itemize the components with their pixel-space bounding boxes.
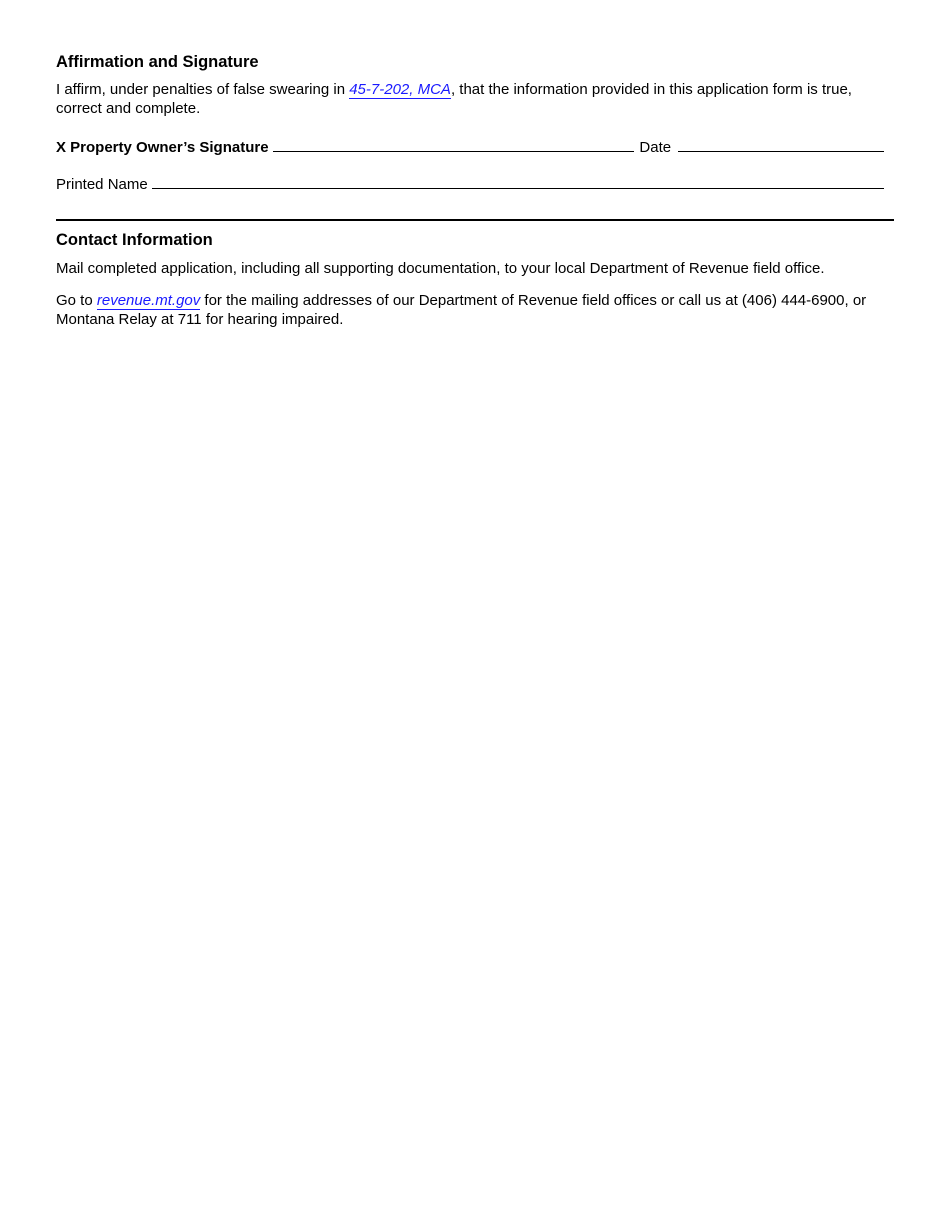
date-line[interactable] xyxy=(678,136,884,152)
date-label: Date xyxy=(639,139,672,156)
printed-name-line[interactable] xyxy=(152,173,884,189)
website-link[interactable]: revenue.mt.gov xyxy=(96,292,201,309)
contact-heading: Contact Information xyxy=(56,231,213,249)
affirmation-heading: Affirmation and Signature xyxy=(56,53,259,71)
statute-link[interactable]: 45-7-202, MCA xyxy=(349,81,451,98)
owner-signature-label: X Property Owner’s Signature xyxy=(56,139,269,156)
printed-name-label: Printed Name xyxy=(56,176,148,193)
owner-signature-row xyxy=(56,136,884,157)
affirmation-text-after: , that the information provided in this application form is true, correct and complete. xyxy=(56,81,852,117)
contact-goto-prefix: Go to xyxy=(56,292,97,309)
section-divider xyxy=(56,219,894,221)
contact-details xyxy=(56,291,894,329)
contact-goto-suffix: for the mailing addresses of our Department of Revenue field offices or call us at (406) 444-6900, or Montana Relay at 711 for hearing impaired. xyxy=(56,292,867,328)
mail-instructions: Mail completed application, including all supporting documentation, to your local Department of Revenue field office. xyxy=(56,260,825,277)
owner-signature-line[interactable] xyxy=(273,136,635,152)
affirmation-text-before: I affirm, under penalties of false swearing in xyxy=(56,81,350,98)
affirmation-statement xyxy=(56,80,894,118)
printed-name-row xyxy=(56,173,884,194)
